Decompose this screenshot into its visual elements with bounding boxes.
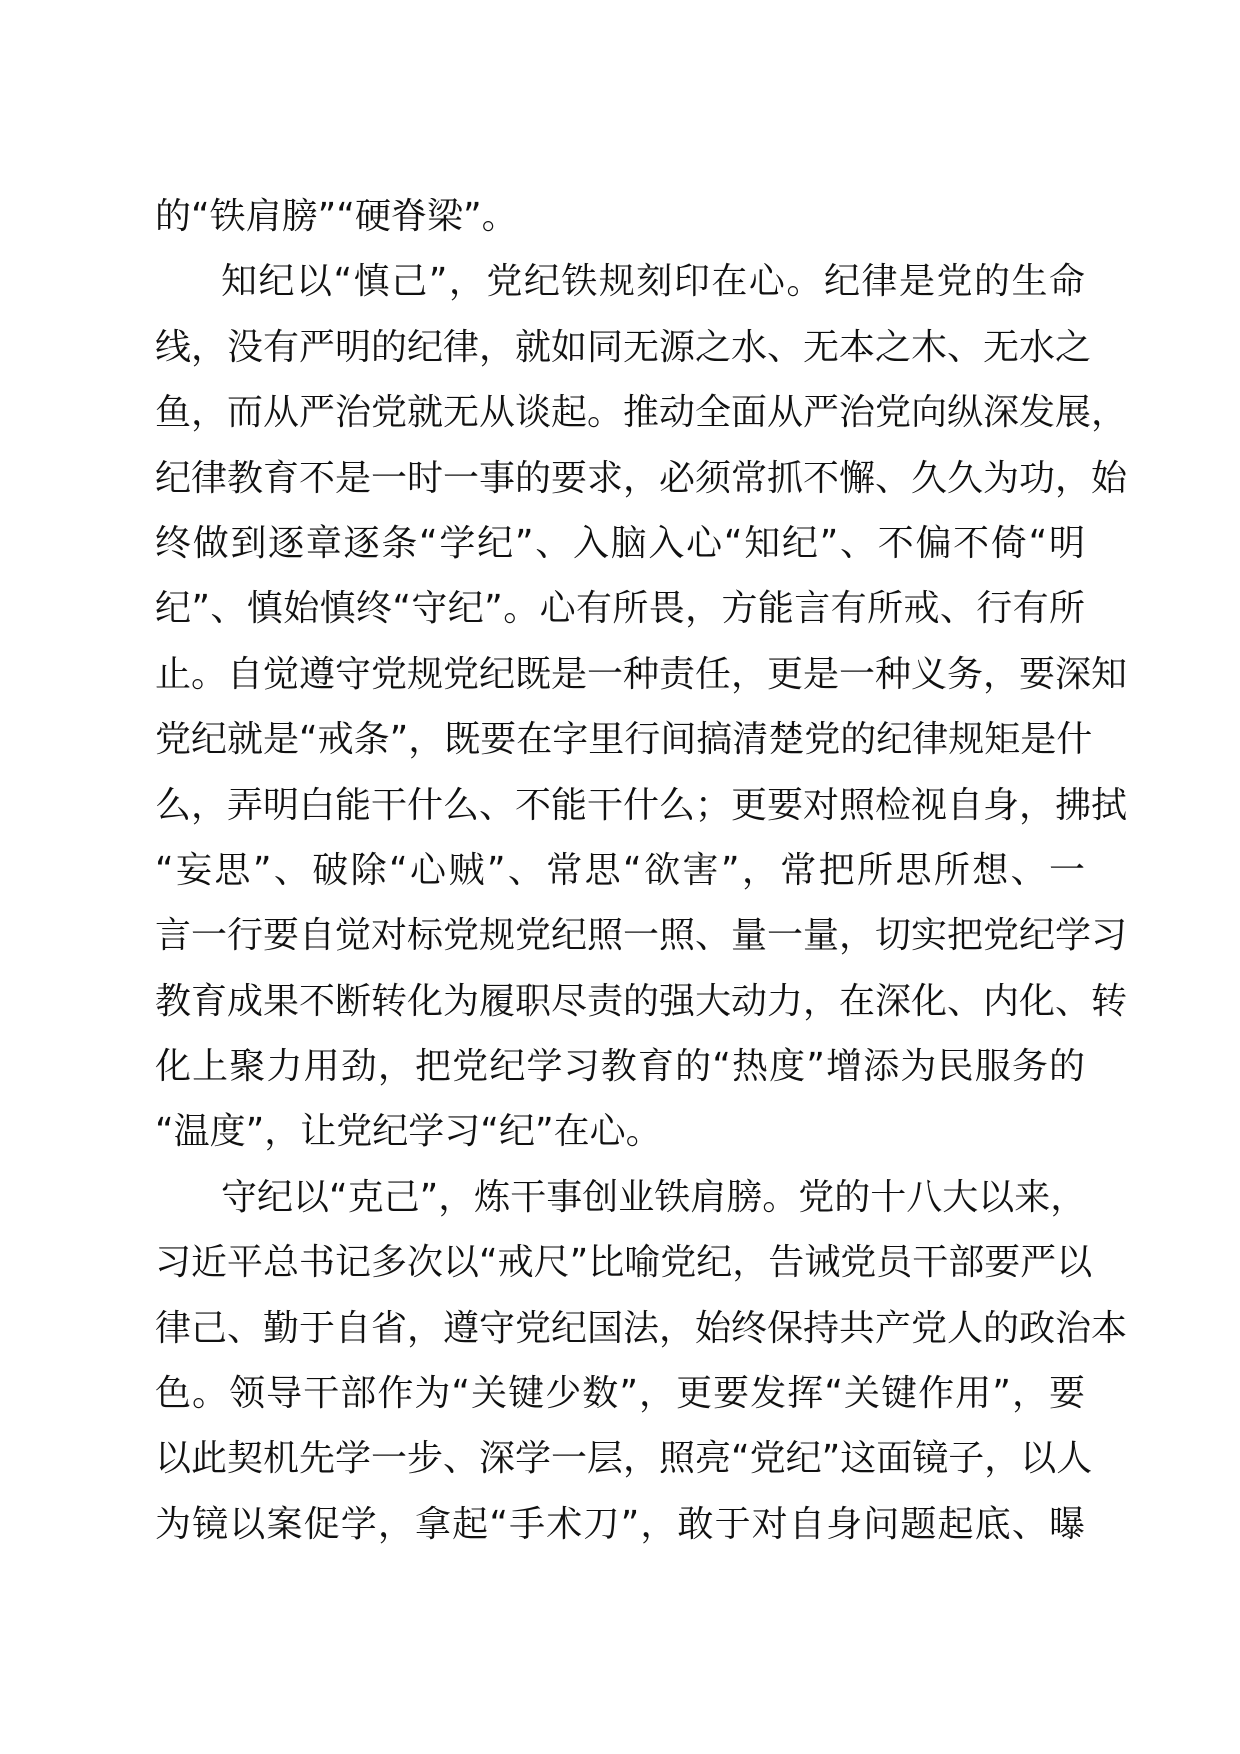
body-text	[155, 184, 1128, 1557]
text-line: 为镜以案促学，拿起“手术刀”，敢于对自身问题起底、曝	[155, 1503, 1085, 1545]
text-line: 终做到逐章逐条“学纪”、入脑入心“知纪”、不偏不倚“明	[155, 522, 1085, 564]
text-line: 以此契机先学一步、深学一层，照亮“党纪”这面镜子，以人	[155, 1438, 1093, 1480]
text-line: 言一行要自觉对标党规党纪照一照、量一量，切实把党纪学习	[155, 915, 1128, 957]
text-line: 律己、勤于自省，遵守党纪国法，始终保持共产党人的政治本	[155, 1307, 1128, 1349]
text-line: “温度”，让党纪学习“纪”在心。	[155, 1111, 662, 1153]
text-line: 止。自觉遵守党规党纪既是一种责任，更是一种义务，要深知	[155, 653, 1128, 695]
text-line: 纪”、慎始慎终“守纪”。心有所畏，方能言有所戒、行有所	[155, 588, 1085, 630]
paragraph-first-line: 守纪以“克己”，炼干事创业铁肩膀。党的十八大以来，	[221, 1176, 1087, 1218]
text-line: 习近平总书记多次以“戒尺”比喻党纪，告诫党员干部要严以	[155, 1242, 1093, 1284]
text-line: 色。领导干部作为“关键少数”，更要发挥“关键作用”，要	[155, 1373, 1085, 1415]
text-line: 教育成果不断转化为履职尽责的强大动力，在深化、内化、转	[155, 980, 1128, 1022]
text-line: 化上聚力用劲，把党纪学习教育的“热度”增添为民服务的	[155, 1046, 1085, 1088]
text-line: 党纪就是“戒条”，既要在字里行间搞清楚党的纪律规矩是什	[155, 719, 1093, 761]
paragraph-first-line: 知纪以“慎己”，党纪铁规刻印在心。纪律是党的生命	[221, 261, 1085, 303]
text-line: 的“铁肩膀”“硬脊梁”。	[155, 196, 518, 237]
text-line: 纪律教育不是一时一事的要求，必须常抓不懈、久久为功，始	[155, 457, 1128, 499]
text-line: 线，没有严明的纪律，就如同无源之水、无本之木、无水之	[155, 326, 1092, 368]
text-line: “妄思”、破除“心贼”、常思“欲害”，常把所思所想、一	[155, 849, 1085, 891]
text-line: 么，弄明白能干什么、不能干什么；更要对照检视自身，拂拭	[155, 784, 1128, 826]
text-line: 鱼，而从严治党就无从谈起。推动全面从严治党向纵深发展，	[155, 392, 1128, 434]
